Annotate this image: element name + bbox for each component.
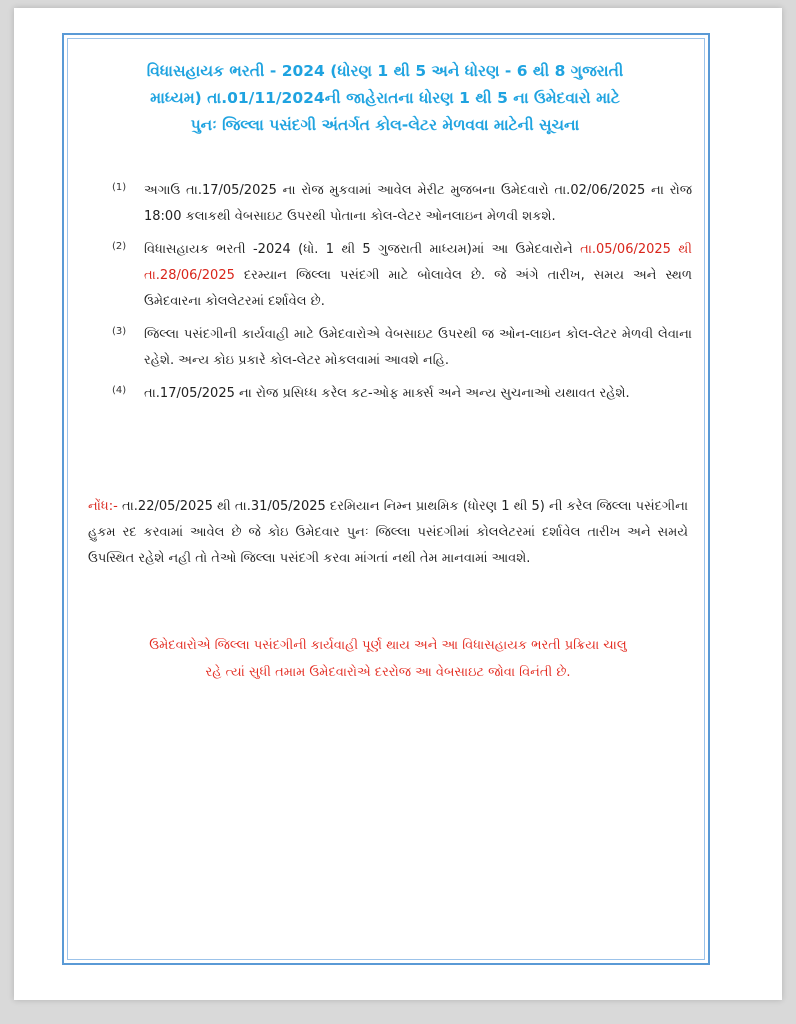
item-text-start: વિધાસહાયક ભરતી -2024 (ધો. 1 થી 5 ગુજરાતી માધ્યમ)માં આ ઉમેદવારોને bbox=[144, 242, 573, 257]
item-number: (4) bbox=[112, 385, 127, 396]
title-line-1: વિધાસહાયક ભરતી - 2024 (ધોરણ 1 થી 5 અને ધોરણ - 6 થી 8 ગુજરાતી bbox=[146, 62, 624, 80]
item-number: (2) bbox=[112, 241, 127, 252]
item-text bbox=[144, 237, 692, 315]
item-text-end: દરમ્યાન જિલ્લા પસંદગી માટે બોલાવેલ છે. જે અંગે તારીખ, સમય અને સ્થળ ઉમેદવારના કોલલેટરમાં દર્શાવેલ છે. bbox=[144, 268, 692, 309]
list-item bbox=[112, 237, 692, 315]
closing-notice bbox=[88, 632, 688, 686]
title-line-3: પુનઃ જિલ્લા પસંદગી અંતર્ગત કોલ-લેટર મેળવવા માટેની સૂચના bbox=[190, 116, 580, 134]
item-text: જિલ્લા પસંદગીની કાર્યવાહી માટે ઉમેદવારોએ વેબસાઇટ ઉપરથી જ ઓન-લાઇન કોલ-લેટર મેળવી લેવાના રહેશે. અન્ય કોઇ પ્રકારે કોલ-લેટર મોકલવામાં આવશે નહિ. bbox=[144, 327, 692, 368]
title-line-2: માધ્યમ) તા.01/11/2024ની જાહેરાતના ધોરણ 1 થી 5 ના ઉમેદવારો માટે bbox=[150, 89, 620, 107]
note-label: નોંધ:- bbox=[88, 499, 118, 514]
instruction-list bbox=[112, 178, 692, 414]
list-item bbox=[112, 178, 692, 230]
page-title bbox=[80, 58, 690, 139]
note-paragraph bbox=[88, 494, 688, 572]
notice-line-1: ઉમેદવારોએ જિલ્લા પસંદગીની કાર્યવાહી પૂર્ણ થાય અને આ વિધાસહાયક ભરતી પ્રક્રિયા ચાલુ bbox=[149, 638, 627, 653]
item-number: (3) bbox=[112, 326, 127, 337]
note-text: તા.22/05/2025 થી તા.31/05/2025 દરમિયાન નિમ્ન પ્રાથમિક (ધોરણ 1 થી 5) ની કરેલ જિલ્લા પસંદગીના હુકમ રદ કરવામાં આવેલ છે જે કોઇ ઉમેદવાર પુનઃ જિલ્લા પસંદગીમાં કોલલેટરમાં દર્શાવેલ તારીખ અને સમયે ઉપસ્થિત રહેશે નહી તો તેઓ જિલ્લા પસંદગી કરવા માંગતાં નથી તેમ માનવામાં આવશે. bbox=[88, 499, 688, 566]
item-number: (1) bbox=[112, 182, 127, 193]
item-text: અગાઉ તા.17/05/2025 ના રોજ મુકવામાં આવેલ મેરીટ મુજબના ઉમેદવારો તા.02/06/2025 ના રોજ 18:00 કલાકથી વેબસાઇટ ઉપરથી પોતાના કોલ-લેટર ઓનલાઇન મેળવી શકશે. bbox=[144, 183, 692, 224]
list-item bbox=[112, 381, 692, 407]
notice-line-2: રહે ત્યાં સુધી તમામ ઉમેદવારોએ દરરોજ આ વેબસાઇટ જોવા વિનંતી છે. bbox=[205, 665, 571, 680]
item-text: તા.17/05/2025 ના રોજ પ્રસિધ્ધ કરેલ કટ-ઓફ માર્ક્સ અને અન્ય સુચનાઓ યથાવત રહેશે. bbox=[144, 386, 630, 401]
highlighted-date-range: તા.05/06/2025 થી તા.28/06/2025 bbox=[144, 242, 692, 283]
list-item bbox=[112, 322, 692, 374]
